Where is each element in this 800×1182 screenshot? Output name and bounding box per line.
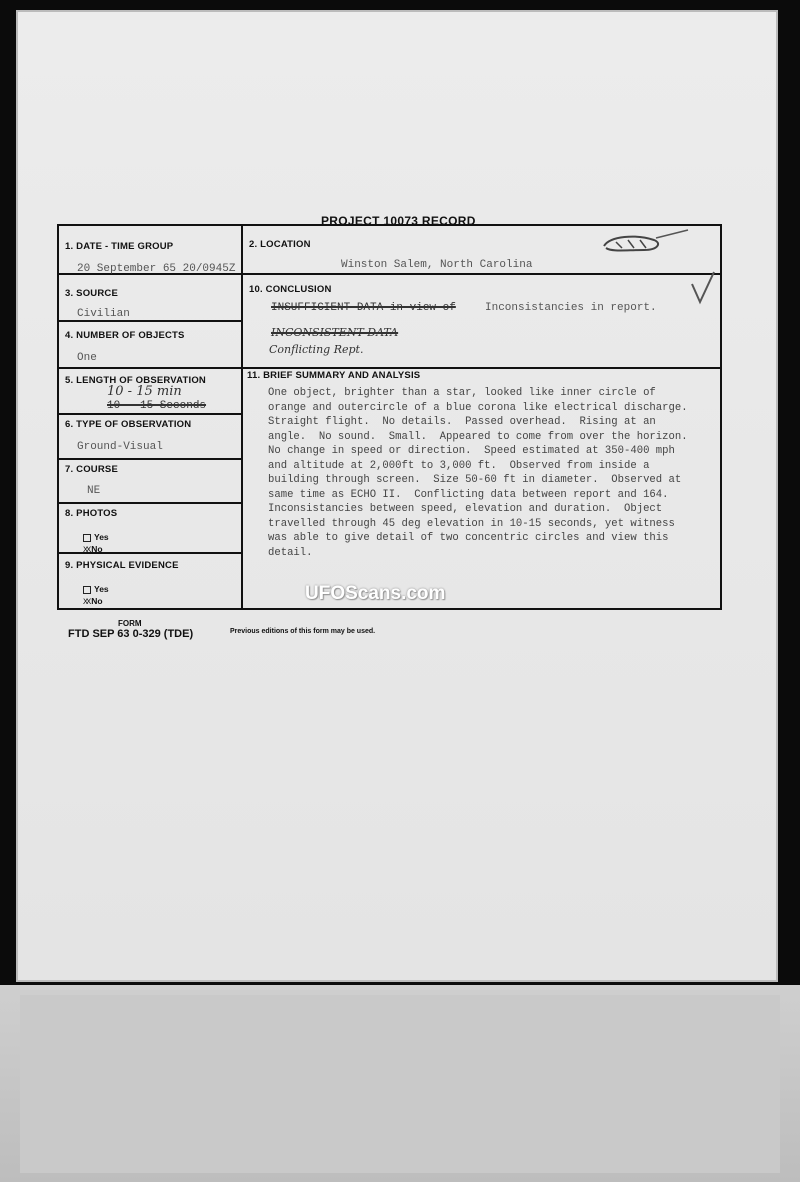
row-divider-left-4 <box>59 413 241 415</box>
watermark: UFOScans.com <box>305 583 446 604</box>
length-handwritten: 10 - 15 min <box>107 384 182 399</box>
physical-yes-option[interactable]: Yes <box>83 584 109 594</box>
location-label: 2. LOCATION <box>249 239 311 250</box>
num-objects-label: 4. NUMBER OF OBJECTS <box>65 330 185 341</box>
date-time-label: 1. DATE - TIME GROUP <box>65 241 174 252</box>
course-label: 7. COURSE <box>65 464 119 475</box>
row-divider-left-5 <box>59 458 241 460</box>
num-objects-value: One <box>77 352 97 364</box>
physical-no-option[interactable]: XX No <box>83 596 103 607</box>
summary-label: 11. BRIEF SUMMARY AND ANALYSIS <box>247 370 421 381</box>
summary-text: One object, brighter than a star, looked like inner circle of orange and outercircle of a blue corona like electrical discharge. Straight flight. No details. Passed overhead. Rising at an angle. No sound. Small. Appeared to come from over the horizon. No change in speed or direction. Speed estimated at 350-400 mph and altitude at 2,000ft to 3,000 ft. Observed from inside a building through screen. Size 50-60 ft in diameter. Observed at same time as ECHO II. Conflicting data between report and 164. Inconsistancies between speed, elevation and duration. Object travelled through 45 deg elevation in 10-15 seconds, yet witness was able to give detail of two concentric circles and view this detail. <box>268 387 688 559</box>
length-struck: 10 - 15 Seconds <box>107 400 207 412</box>
row-divider-left-2 <box>59 320 241 322</box>
row-divider-left-6 <box>59 502 241 504</box>
physical-no-mark: XX <box>83 597 90 607</box>
footer-form-word: FORM <box>118 619 142 628</box>
handwritten-scribble-icon <box>596 228 716 318</box>
physical-yes-checkbox[interactable] <box>83 586 91 594</box>
conclusion-struck-hand: INCONSISTENT DATA <box>271 326 399 339</box>
row-divider-3 <box>59 367 720 369</box>
conclusion-label: 10. CONCLUSION <box>249 284 332 295</box>
col-divider <box>241 226 243 608</box>
source-label: 3. SOURCE <box>65 288 119 299</box>
type-value: Ground-Visual <box>77 441 163 453</box>
photos-label: 8. PHOTOS <box>65 508 118 519</box>
physical-evidence-label: 9. PHYSICAL EVIDENCE <box>65 560 179 571</box>
form-title: PROJECT 10073 RECORD <box>321 214 476 228</box>
source-value: Civilian <box>77 308 130 320</box>
footer-note: Previous editions of this form may be used. <box>230 628 376 635</box>
date-time-value: 20 September 65 20/0945Z <box>77 263 236 275</box>
photos-yes-checkbox[interactable] <box>83 534 91 542</box>
conclusion-typed: Inconsistancies in report. <box>485 302 657 314</box>
conclusion-struck-typed: INSUFFICIENT DATA in view of <box>271 302 456 314</box>
scan-lower-paper <box>20 995 780 1173</box>
photos-no-option[interactable]: XX No <box>83 544 103 555</box>
length-label: 5. LENGTH OF OBSERVATION <box>65 375 206 386</box>
type-label: 6. TYPE OF OBSERVATION <box>65 419 192 430</box>
photos-no-mark: XX <box>83 545 90 555</box>
location-value: Winston Salem, North Carolina <box>341 259 533 271</box>
footer-form-id: FTD SEP 63 0-329 (TDE) <box>68 628 194 640</box>
photos-yes-option[interactable]: Yes <box>83 532 109 542</box>
conclusion-handwritten: Conflicting Rept. <box>269 343 364 356</box>
course-value: NE <box>87 485 101 497</box>
